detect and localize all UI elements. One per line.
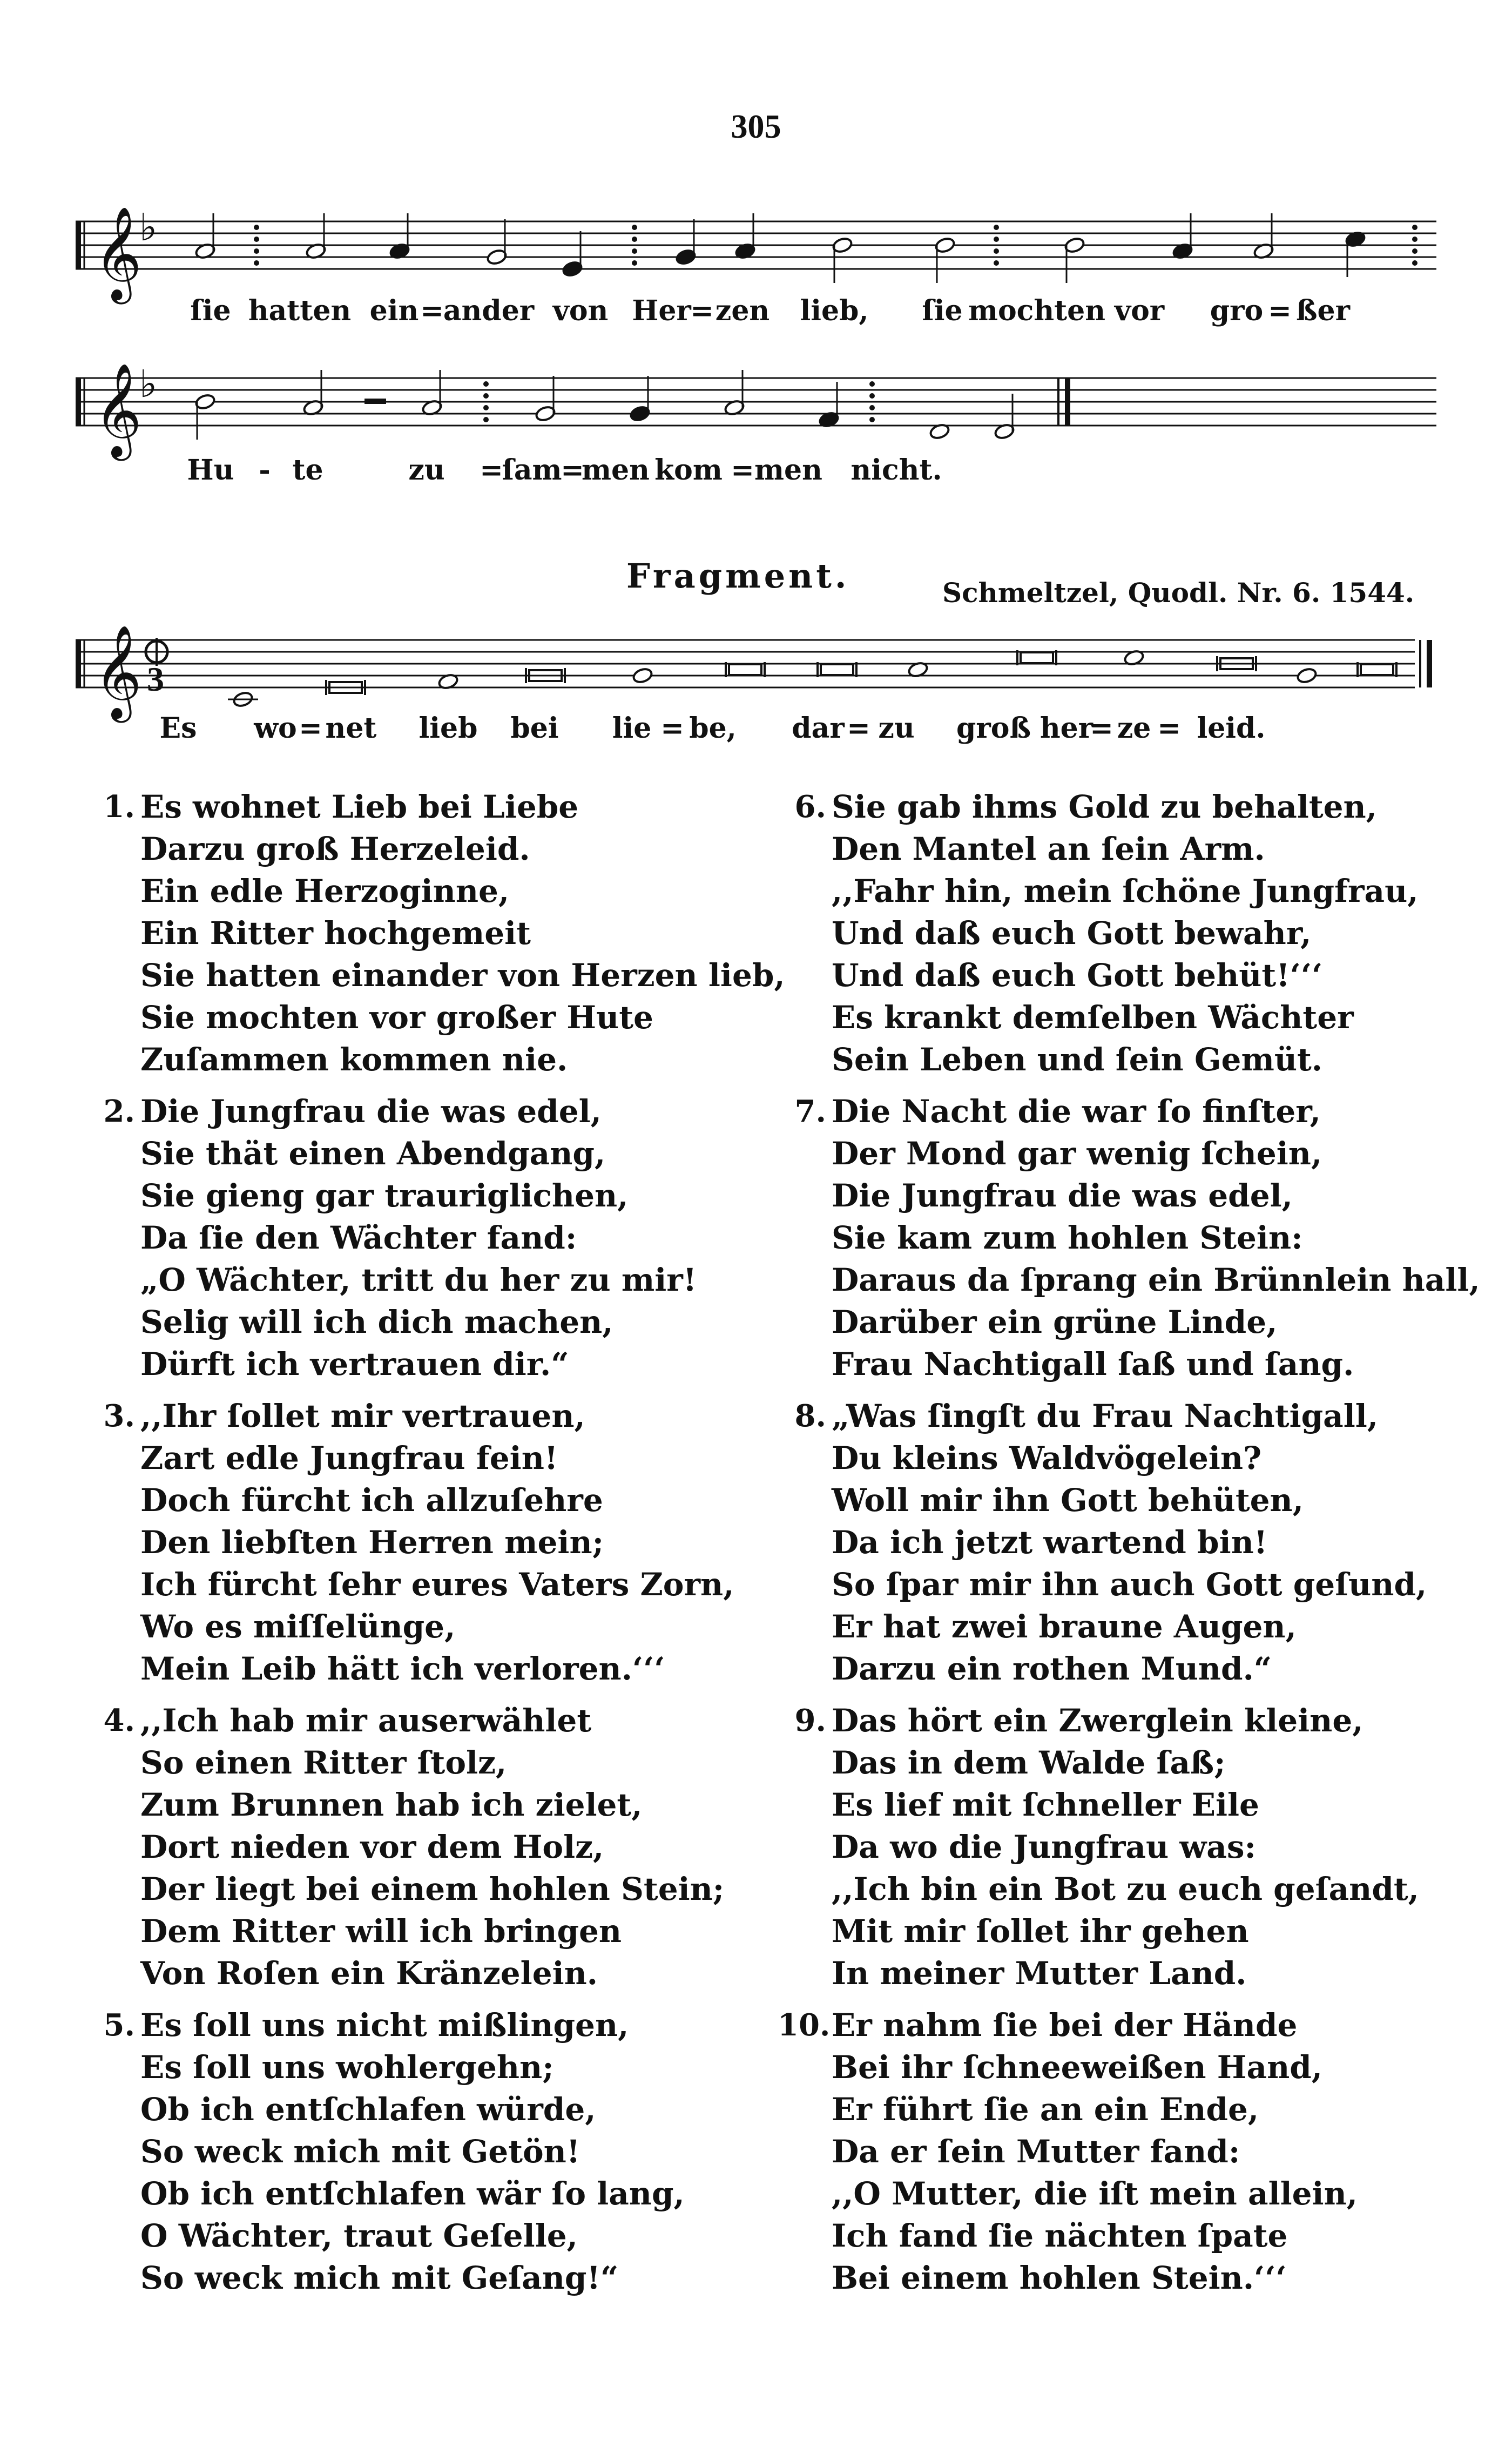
verse-line: Es lief mit ſchneller Eile	[832, 1786, 1259, 1823]
verse-line: Von Roſen ein Kränzelein.	[140, 1955, 598, 1992]
breve-note	[1361, 664, 1393, 675]
verse-line: So ſpar mir ihn auch Gott geſund,	[832, 1566, 1427, 1603]
verse-line: So einen Ritter ſtolz,	[140, 1744, 507, 1781]
lyric-syllable: nicht.	[850, 454, 942, 487]
dotted-barline	[869, 381, 875, 387]
verse-line: Ob ich entſchlafen wär ſo lang,	[140, 2175, 685, 2212]
lyric-syllable: ander	[443, 294, 535, 327]
staff-bracket	[76, 221, 81, 269]
lyric-syllable: Es	[159, 712, 197, 745]
verse-line: Sie hatten einander von Herzen lieb,	[140, 957, 785, 994]
verse-line: Die Jungfrau die was edel,	[832, 1177, 1293, 1214]
verse-line: Wo es miſſelünge,	[140, 1608, 456, 1645]
verse-line: Es krankt demſelben Wächter	[832, 999, 1354, 1036]
verse-line: Die Nacht die war ſo finſter,	[832, 1093, 1321, 1130]
dotted-barline	[1412, 237, 1418, 242]
verse-line: Woll mir ihn Gott behüten,	[832, 1482, 1304, 1519]
lyric-syllable: =	[847, 712, 870, 745]
stanza-number: 1.	[103, 789, 135, 825]
lyric-syllable: ſam	[502, 454, 562, 487]
treble-clef-icon: 𝄞	[94, 625, 142, 719]
verse-line: Da ich jetzt wartend bin!	[832, 1524, 1268, 1561]
dotted-barline	[994, 248, 999, 254]
lyric-syllable: leid.	[1197, 712, 1266, 745]
dotted-barline	[632, 260, 637, 266]
lyric-syllable: kom	[654, 454, 723, 487]
lyric-syllable: ſie	[190, 294, 231, 327]
rest-icon	[364, 399, 386, 404]
verse-line: „Was ſingſt du Frau Nachtigall,	[832, 1398, 1379, 1434]
verse-line: Da wo die Jungfrau was:	[832, 1829, 1256, 1865]
verse-line: Es ſoll uns wohlergehn;	[140, 2049, 554, 2086]
stanza-column-left	[86, 786, 785, 2309]
verse-line: Sie kam zum hohlen Stein:	[832, 1219, 1303, 1256]
lyric-syllable: lieb,	[800, 294, 869, 327]
verse-line: ,,Ich hab mir auserwählet	[140, 1702, 592, 1739]
verse-line: Dürft ich vertrauen dir.“	[140, 1346, 569, 1383]
flat-sign-icon: ♭	[139, 362, 158, 407]
verse-line: Sie mochten vor großer Hute	[140, 999, 653, 1036]
dotted-barline	[869, 393, 875, 399]
stanza-number: 3.	[103, 1398, 135, 1434]
stanza-1	[86, 786, 785, 1081]
verse-line: ,,Ihr ſollet mir vertrauen,	[140, 1398, 585, 1434]
stanza-3	[86, 1395, 740, 1690]
stanza-number: 7.	[794, 1094, 826, 1129]
lyric-syllable: her	[1040, 712, 1094, 745]
lyric-syllable: te	[292, 454, 323, 487]
lyric-syllable: zu	[878, 712, 915, 745]
lyric-syllable: ßer	[1296, 294, 1350, 327]
lyric-syllable: =	[480, 454, 503, 487]
stanza-number: 9.	[794, 1703, 826, 1738]
verse-line: „O Wächter, tritt du her zu mir!	[140, 1262, 697, 1298]
verse-line: Das in dem Walde ſaß;	[832, 1744, 1226, 1781]
verse-line: Mein Leib hätt ich verloren.‘‘‘	[140, 1650, 665, 1687]
lyric-syllable: =	[1090, 712, 1113, 745]
flat-sign-icon: ♭	[139, 205, 158, 250]
dotted-barline	[869, 417, 875, 422]
verse-line: Den liebſten Herren mein;	[140, 1524, 604, 1561]
verse-line: Er nahm ſie bei der Hände	[832, 2007, 1298, 2044]
lyric-syllable: von	[552, 294, 609, 327]
dotted-barline	[483, 381, 489, 387]
lyric-syllable: =	[1268, 294, 1292, 327]
stanza-9	[778, 1700, 1447, 1994]
verse-line: Ich fürcht ſehr eures Vaters Zorn,	[140, 1566, 734, 1603]
lyric-syllable: net	[325, 712, 377, 745]
lyric-syllable: =	[731, 454, 754, 487]
open-note	[632, 667, 653, 684]
dotted-barline	[254, 248, 259, 254]
lyric-syllable: be,	[689, 712, 737, 745]
staff-svg	[76, 200, 1436, 308]
dotted-barline	[994, 237, 999, 242]
music-staff-fragment	[76, 618, 1436, 726]
verse-line: Sie gab ihms Gold zu behalten,	[832, 788, 1377, 825]
lyric-syllable: Her	[632, 294, 691, 327]
dotted-barline	[254, 225, 259, 230]
dotted-barline	[632, 248, 637, 254]
final-barline	[1065, 378, 1070, 426]
verse-line: Und daß euch Gott bewahr,	[832, 915, 1312, 952]
stanza-number: 5.	[103, 2007, 135, 2043]
treble-clef-icon: 𝄞	[94, 363, 142, 457]
verse-line: ,,Ich bin ein Bot zu euch geſandt,	[832, 1871, 1419, 1907]
verse-line: Ob ich entſchlafen würde,	[140, 2091, 596, 2128]
dotted-barline	[483, 405, 489, 410]
verse-line: Das hört ein Zwerglein kleine,	[832, 1702, 1364, 1739]
verse-line: O Wächter, traut Geſelle,	[140, 2217, 578, 2254]
lyric-syllable: wo	[254, 712, 297, 745]
stanza-6	[778, 786, 1447, 1081]
lyric-syllable: bei	[510, 712, 559, 745]
verse-line: Der liegt bei einem hohlen Stein;	[140, 1871, 725, 1907]
verse-line: Dort nieden vor dem Holz,	[140, 1829, 604, 1865]
lyric-syllable: lie	[612, 712, 652, 745]
dotted-barline	[1412, 260, 1418, 266]
lyric-syllable: mochten	[968, 294, 1106, 327]
breve-note	[729, 664, 761, 675]
verse-line: Ich fand ſie nächten ſpate	[832, 2217, 1288, 2254]
verse-line: Den Mantel an ſein Arm.	[832, 831, 1265, 867]
lyric-syllable: =	[690, 294, 714, 327]
verse-line: Da er ſein Mutter fand:	[832, 2133, 1240, 2170]
dotted-barline	[994, 260, 999, 266]
staff-svg	[76, 618, 1436, 726]
verse-line: Doch fürcht ich allzuſehre	[140, 1482, 603, 1519]
verse-line: Ein edle Herzoginne,	[140, 873, 510, 909]
verse-line: Sie thät einen Abendgang,	[140, 1135, 606, 1172]
lyric-syllable: =	[561, 454, 584, 487]
stanza-4	[86, 1700, 740, 1994]
dotted-barline	[483, 393, 489, 399]
dotted-barline	[632, 237, 637, 242]
verse-line: Du kleins Waldvögelein?	[832, 1440, 1262, 1476]
verse-line: Dem Ritter will ich bringen	[140, 1913, 622, 1950]
verse-line: Und daß euch Gott behüt!‘‘‘	[832, 957, 1323, 994]
stanza-10	[778, 2004, 1447, 2299]
verse-line: Sie gieng gar trauriglichen,	[140, 1177, 629, 1214]
dotted-barline	[869, 405, 875, 410]
stanza-8	[778, 1395, 1447, 1690]
lyric-syllable: =	[299, 712, 322, 745]
dotted-barline	[1412, 225, 1418, 230]
stanza-5	[86, 2004, 740, 2299]
lyric-syllable: ze	[1117, 712, 1151, 745]
lyric-syllable: dar	[792, 712, 845, 745]
page-number: 305	[731, 109, 781, 145]
verse-line: Die Jungfrau die was edel,	[140, 1093, 602, 1130]
staff-bracket	[76, 640, 81, 687]
verse-line: Es wohnet Lieb bei Liebe	[140, 788, 579, 825]
lyric-syllable: =	[660, 712, 684, 745]
verse-line: So weck mich mit Getön!	[140, 2133, 580, 2170]
staff-bracket	[76, 378, 81, 426]
verse-line: Daraus da ſprang ein Brünnlein hall,	[832, 1262, 1480, 1298]
music-staff-system-1	[76, 200, 1436, 308]
verse-line: Er hat zwei braune Augen,	[832, 1608, 1297, 1645]
verse-line: Bei einem hohlen Stein.‘‘‘	[832, 2260, 1287, 2296]
breve-note	[1021, 652, 1053, 663]
verse-line: Zum Brunnen hab ich zielet,	[140, 1786, 643, 1823]
lyric-syllable: =	[420, 294, 444, 327]
verse-line: So weck mich mit Geſang!“	[140, 2260, 619, 2296]
lyric-syllable: -	[259, 454, 271, 487]
treble-clef-icon: 𝄞	[94, 206, 142, 300]
fragment-title: Fragment.	[626, 556, 850, 596]
dotted-barline	[254, 237, 259, 242]
verse-line: Frau Nachtigall ſaß und ſang.	[832, 1346, 1354, 1383]
open-note	[1296, 667, 1317, 684]
stanza-number: 8.	[794, 1398, 826, 1434]
verse-line: Darzu groß Herzeleid.	[140, 831, 530, 867]
lyric-syllable: men	[754, 454, 822, 487]
lyric-syllable: men	[582, 454, 650, 487]
lyric-syllable: hatten	[248, 294, 352, 327]
stanza-number: 4.	[103, 1703, 135, 1738]
verse-line: Er führt ſie an ein Ende,	[832, 2091, 1259, 2128]
dotted-barline	[994, 225, 999, 230]
meter-three: 3	[147, 660, 164, 698]
verse-line: Selig will ich dich machen,	[140, 1304, 613, 1340]
verse-line: Ein Ritter hochgemeit	[140, 915, 531, 952]
verse-line: Es ſoll uns nicht mißlingen,	[140, 2007, 629, 2044]
verse-line: Da ſie den Wächter fand:	[140, 1219, 577, 1256]
stanza-number: 2.	[103, 1094, 135, 1129]
verse-line: ,,O Mutter, die iſt mein allein,	[832, 2175, 1358, 2212]
verse-line: Zart edle Jungfrau fein!	[140, 1440, 558, 1476]
verse-line: Der Mond gar wenig ſchein,	[832, 1135, 1322, 1172]
lyric-syllable: ſie	[922, 294, 963, 327]
verse-line: Zuſammen kommen nie.	[140, 1041, 568, 1078]
verse-line: Mit mir ſollet ihr gehen	[832, 1913, 1249, 1950]
lyric-syllable: groß	[956, 712, 1031, 745]
verse-line: In meiner Mutter Land.	[832, 1955, 1247, 1992]
dotted-barline	[632, 225, 637, 230]
verse-line: ,,Fahr hin, mein ſchöne Jungfrau,	[832, 873, 1419, 909]
breve-note	[821, 664, 853, 675]
stanza-number: 6.	[794, 789, 826, 825]
lyric-syllable: zen	[715, 294, 770, 327]
stanza-7	[778, 1090, 1480, 1385]
stanza-column-right	[778, 786, 1480, 2309]
verse-line: Bei ihr ſchneeweißen Hand,	[832, 2049, 1322, 2086]
stanza-2	[86, 1090, 740, 1385]
fragment-source: Schmeltzel, Quodl. Nr. 6. 1544.	[942, 577, 1415, 609]
verse-line: Darüber ein grüne Linde,	[832, 1304, 1278, 1340]
lyric-syllable: lieb	[418, 712, 478, 745]
lyric-syllable: vor	[1114, 294, 1165, 327]
stanza-number: 10.	[778, 2007, 831, 2043]
lyric-syllable: Hu	[187, 454, 234, 487]
lyric-syllable: =	[1157, 712, 1181, 745]
lyric-syllable: zu	[408, 454, 445, 487]
dotted-barline	[1412, 248, 1418, 254]
dotted-barline	[483, 417, 489, 422]
lyric-syllable: gro	[1210, 294, 1264, 327]
verse-line: Darzu ein rothen Mund.“	[832, 1650, 1272, 1687]
final-barline	[1427, 640, 1432, 687]
verse-line: Sein Leben und ſein Gemüt.	[832, 1041, 1322, 1078]
dotted-barline	[254, 260, 259, 266]
lyric-syllable: ein	[369, 294, 419, 327]
